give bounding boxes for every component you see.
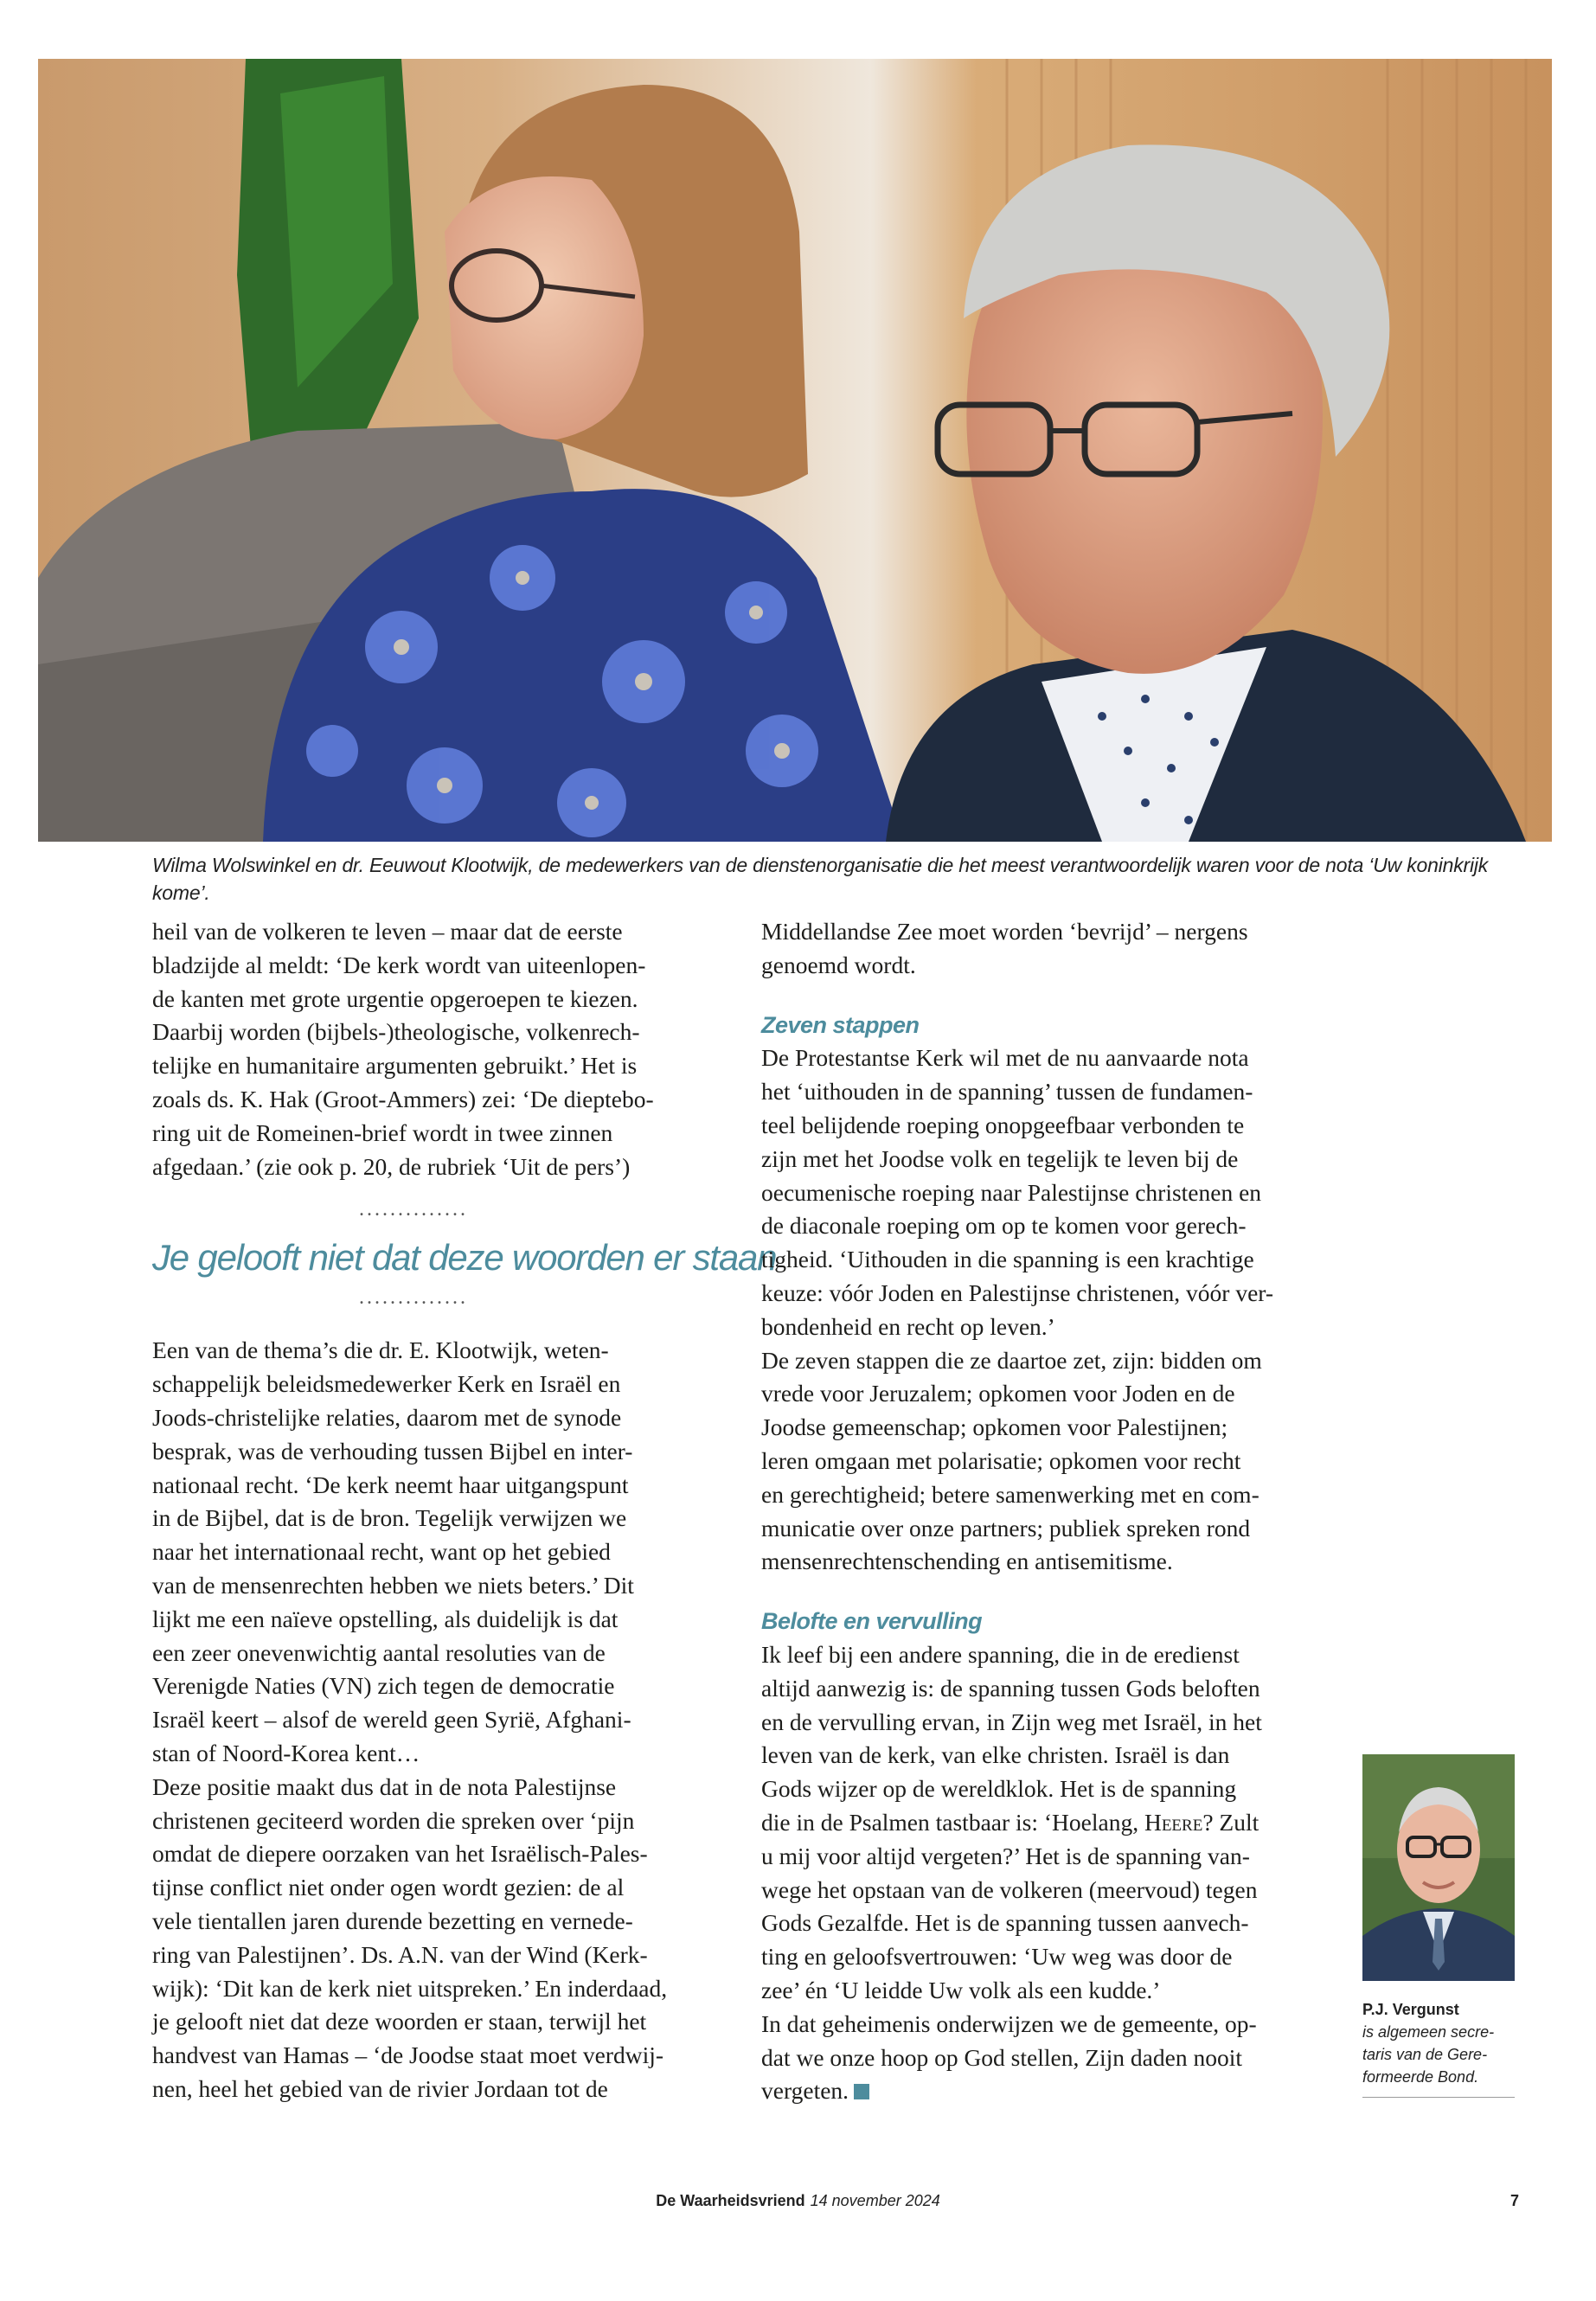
author-divider xyxy=(1362,2097,1515,2098)
text-line: afgedaan.’ (zie ook p. 20, de rubriek ‘Uit de pers’) xyxy=(152,1152,631,1180)
portrait-icon xyxy=(1362,1754,1515,1981)
text-line: De Protestantse Kerk wil met de nu aanvaarde nota xyxy=(761,1044,1249,1072)
text-line: een zeer onevenwichtig aantal resoluties van de xyxy=(152,1638,606,1666)
text-line: handvest van Hamas – ‘de Joodse staat moet verdwij- xyxy=(152,2041,664,2069)
end-of-article-icon xyxy=(854,2084,869,2099)
photo-caption: Wilma Wolswinkel en dr. Eeuwout Klootwijk, de medewerkers van de dienstenorganisatie die het meest verantwoordelijk waren voor de nota ‘Uw koninkrijk kome’. xyxy=(152,854,1489,904)
text-line: wijk): ‘Dit kan de kerk niet uitspreken.’ En inderdaad, xyxy=(152,1974,668,2002)
text-line: Gods Gezalfde. Het is de spanning tussen aanvech- xyxy=(761,1909,1249,1937)
pullquote-divider-bottom: .............. xyxy=(359,1286,468,1310)
article-photo xyxy=(38,59,1552,842)
text-line: nen, heel het gebied van de rivier Jordaan tot de xyxy=(152,2074,608,2102)
text-line: de diaconale roeping om op te komen voor gerech- xyxy=(761,1212,1247,1240)
bio-line: is algemeen secre- xyxy=(1362,2023,1495,2041)
text-line: Israël keert – alsof de wereld geen Syrië, Afghani- xyxy=(152,1706,631,1734)
text-line: vele tientallen jaren durende bezetting en vernede- xyxy=(152,1907,633,1934)
text-line: en de vervulling ervan, in Zijn weg met Israël, in het xyxy=(761,1708,1262,1735)
text-line: Ik leef bij een andere spanning, die in de eredienst xyxy=(761,1640,1240,1668)
left-column xyxy=(152,915,777,2106)
author-name: P.J. Vergunst xyxy=(1362,2001,1459,2018)
pullquote: Je gelooft niet dat deze woorden er staan xyxy=(152,1237,777,1279)
text-line: teel belijdende roeping onopgeefbaar verbonden te xyxy=(761,1111,1245,1138)
text-line: het ‘uithouden in de spanning’ tussen de fundamen- xyxy=(761,1078,1253,1106)
text-line: christenen geciteerd worden die spreken over ‘pijn xyxy=(152,1806,635,1834)
text-line: Middellandse Zee moet worden ‘bevrijd’ – nergens xyxy=(761,918,1248,945)
text-line: van de mensenrechten hebben we niets beters.’ Dit xyxy=(152,1571,634,1599)
text-line: zijn met het Joodse volk en tegelijk te leven bij de xyxy=(761,1144,1239,1172)
right-column xyxy=(761,915,1332,2108)
text-line: lijkt me een naïeve opstelling, als duidelijk is dat xyxy=(152,1605,619,1632)
text-line: Gods wijzer op de wereldklok. Het is de spanning xyxy=(761,1775,1237,1803)
issue-date: 14 november 2024 xyxy=(810,2192,940,2209)
author-box xyxy=(1362,1754,1515,2098)
section-heading-zeven-stappen: Zeven stappen xyxy=(761,1011,920,1038)
text-line: schappelijk beleidsmedewerker Kerk en Israël en xyxy=(152,1370,621,1398)
photo-two-people-icon xyxy=(38,59,1552,842)
bio-line: taris van de Gere- xyxy=(1362,2046,1488,2063)
text-line: Joodse gemeenschap; opkomen voor Palestijnen; xyxy=(761,1413,1228,1441)
text-line: dat we onze hoop op God stellen, Zijn daden nooit xyxy=(761,2043,1242,2071)
author-bio xyxy=(1362,2021,1515,2088)
text-line: de kanten met grote urgentie opgeroepen te kiezen. xyxy=(152,984,638,1012)
text-fragment: vergeten. xyxy=(761,2077,849,2105)
text-line: je gelooft niet dat deze woorden er staan, terwijl het xyxy=(152,2008,647,2035)
text-line: besprak, was de verhouding tussen Bijbel en inter- xyxy=(152,1437,633,1465)
text-line: en gerechtigheid; betere samenwerking met en com- xyxy=(761,1480,1259,1508)
text-line: In dat geheimenis onderwijzen we de gemeente, op- xyxy=(761,2009,1257,2037)
text-line: municatie over onze partners; publiek spreken rond xyxy=(761,1514,1251,1541)
page-footer xyxy=(0,2192,1596,2210)
text-line: mensenrechtenschending en antisemitisme. xyxy=(761,1548,1173,1575)
text-fragment: ? Zult xyxy=(1202,1808,1259,1836)
magazine-name: De Waarheidsvriend xyxy=(656,2192,805,2209)
text-line: tigheid. ‘Uithouden in die spanning is een krachtige xyxy=(761,1246,1254,1273)
text-line: tijnse conflict niet onder ogen wordt gezien: de al xyxy=(152,1874,625,1901)
text-line xyxy=(761,2074,1332,2108)
text-line: leren omgaan met polarisatie; opkomen voor recht xyxy=(761,1446,1241,1474)
text-line: Joods-christelijke relaties, daarom met de synode xyxy=(152,1403,622,1431)
text-fragment: die in de Psalmen tastbaar is: ‘Hoelang, xyxy=(761,1808,1144,1836)
text-line: nationaal recht. ‘De kerk neemt haar uitgangspunt xyxy=(152,1471,629,1498)
text-line: Een van de thema’s die dr. E. Klootwijk, weten- xyxy=(152,1336,609,1364)
text-line: Verenigde Naties (VN) zich tegen de democratie xyxy=(152,1672,615,1700)
text-line: oecumenische roeping naar Palestijnse christenen en xyxy=(761,1178,1262,1206)
text-line: bondenheid en recht op leven.’ xyxy=(761,1312,1055,1340)
text-line: wege het opstaan van de volkeren (meervoud) tegen xyxy=(761,1875,1258,1903)
text-line: heil van de volkeren te leven – maar dat de eerste xyxy=(152,918,623,945)
text-line: genoemd wordt. xyxy=(761,951,916,978)
text-line: zoals ds. K. Hak (Groot-Ammers) zei: ‘De dieptebo- xyxy=(152,1085,654,1112)
text-line: ring uit de Romeinen-brief wordt in twee zinnen xyxy=(152,1118,613,1146)
text-line: altijd aanwezig is: de spanning tussen Gods beloften xyxy=(761,1674,1260,1702)
text-line: stan of Noord-Korea kent… xyxy=(152,1739,420,1766)
text-line: De zeven stappen die ze daartoe zet, zijn: bidden om xyxy=(761,1346,1262,1374)
bio-line: formeerde Bond. xyxy=(1362,2068,1479,2086)
text-line: keuze: vóór Joden en Palestijnse christenen, vóór ver- xyxy=(761,1279,1274,1306)
paragraph-body xyxy=(152,1334,723,2106)
text-line: omdat de diepere oorzaken van het Israëlisch-Pales- xyxy=(152,1840,648,1868)
text-line: in de Bijbel, dat is de bron. Tegelijk verwijzen we xyxy=(152,1504,627,1532)
text-line: telijke en humanitaire argumenten gebruikt.’ Het is xyxy=(152,1052,638,1080)
text-line: Deze positie maakt dus dat in de nota Palestijnse xyxy=(152,1772,617,1800)
page-number: 7 xyxy=(1509,2192,1519,2209)
text-line: u mij voor altijd vergeten?’ Het is de spanning van- xyxy=(761,1842,1250,1869)
text-line: naar het internationaal recht, want op het gebied xyxy=(152,1538,611,1566)
text-line: leven van de kerk, van elke christen. Israël is dan xyxy=(761,1741,1230,1769)
small-caps-word: Heere xyxy=(1144,1808,1203,1836)
text-line: vrede voor Jeruzalem; opkomen voor Joden en de xyxy=(761,1380,1235,1407)
pullquote-divider-top: .............. xyxy=(359,1198,468,1221)
section-heading-belofte: Belofte en vervulling xyxy=(761,1608,983,1635)
paragraph-belofte xyxy=(761,1638,1332,2108)
paragraph-intro xyxy=(152,915,723,1183)
text-line: bladzijde al meldt: ‘De kerk wordt van uiteenlopen- xyxy=(152,951,646,978)
paragraph-zeven-stappen xyxy=(761,1042,1332,1579)
paragraph-continued xyxy=(761,915,1332,983)
text-line: zee’ én ‘U leidde Uw volk als een kudde.’ xyxy=(761,1976,1161,2003)
author-photo xyxy=(1362,1754,1515,1981)
text-line: ting en geloofsvertrouwen: ‘Uw weg was door de xyxy=(761,1943,1233,1971)
text-line xyxy=(761,1806,1332,1840)
text-line: Daarbij worden (bijbels-)theologische, volkenrech- xyxy=(152,1018,640,1046)
text-line: ring van Palestijnen’. Ds. A.N. van der Wind (Kerk- xyxy=(152,1940,648,1968)
